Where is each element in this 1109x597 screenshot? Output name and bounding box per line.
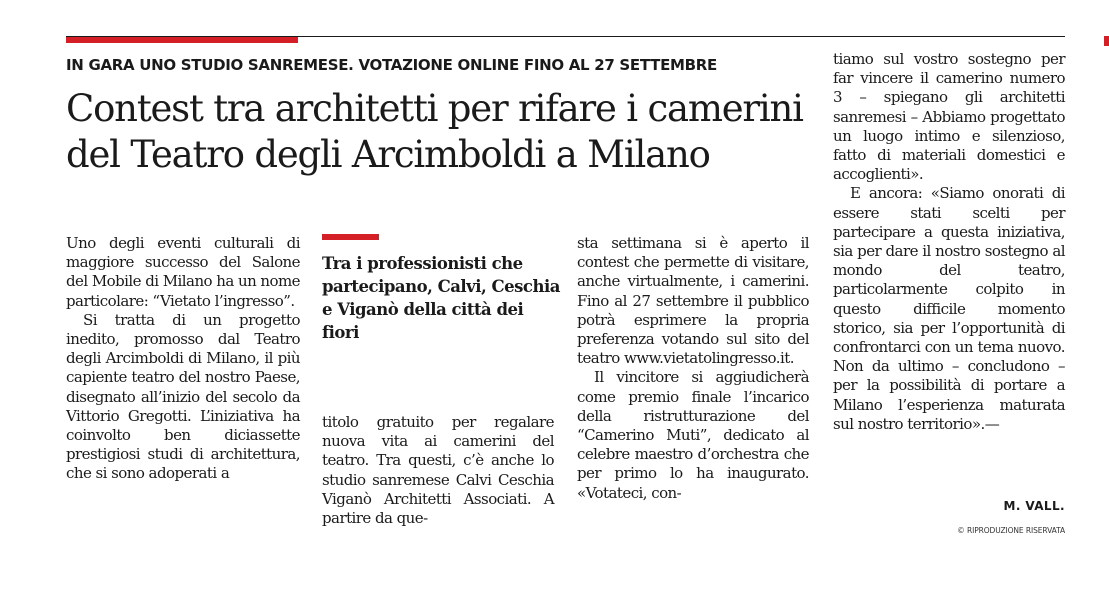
paragraph: titolo gratuito per regalare nuova vita ai camerini del teatro. Tra questi, c’è anche lo studio sanremese Calvi Ceschia Viganò Architetti Associati. A partire da que- — [322, 413, 554, 528]
body-column-1 — [66, 234, 300, 484]
body-column-4 — [833, 50, 1065, 434]
copyright-notice: © RIPRODUZIONE RISERVATA — [957, 526, 1065, 535]
paragraph: E ancora: «Siamo onorati di essere stati scelti per partecipare a questa iniziativa, sia per dare il nostro sostegno al mondo del teatro, particolarmente colpito in questo difficile momento storico, sia per l’opportunità di confrontarci con un tema nuovo. Non da ultimo – concludono – per la possibilità di portare a Milano l’esperienza maturata sul nostro territorio».— — [833, 184, 1065, 433]
section-accent-bar — [66, 37, 298, 43]
edge-accent-mark — [1104, 36, 1109, 46]
author-signature: M. VALL. — [1003, 499, 1065, 513]
kicker: IN GARA UNO STUDIO SANREMESE. VOTAZIONE ONLINE FINO AL 27 SETTEMBRE — [66, 56, 717, 74]
paragraph: Si tratta di un progetto inedito, promosso dal Teatro degli Arcimboldi di Milano, il più capiente teatro del nostro Paese, disegnato all’inizio del secolo da Vittorio Gregotti. L’iniziativa ha coinvolto ben diciassette prestigiosi studi di architettura, che si sono adoperati a — [66, 310, 300, 483]
body-column-2 — [322, 413, 554, 528]
paragraph: tiamo sul vostro sostegno per far vincere il camerino numero 3 – spiegano gli architetti sanremesi – Abbiamo progettato un luogo intimo e silenzioso, fatto di materiali domestici e accoglienti». — [833, 50, 1065, 184]
headline: Contest tra architetti per rifare i camerini del Teatro degli Arcimboldi a Milano — [66, 87, 803, 176]
paragraph: sta settimana si è aperto il contest che permette di visitare, anche virtualmente, i camerini. Fino al 27 settembre il pubblico potrà esprimere la propria preferenza votando sul sito del teatro www.vietatolingresso.it. — [577, 234, 809, 368]
body-column-3 — [577, 234, 809, 503]
paragraph: Il vincitore si aggiudicherà come premio finale l’incarico della ristrutturazione del “Camerino Muti”, dedicato al celebre maestro d’orchestra che per primo lo ha inaugurato. «Votateci, con- — [577, 368, 809, 502]
paragraph: Uno degli eventi culturali di maggiore successo del Salone del Mobile di Milano ha un nome particolare: “Vietato l’ingresso”. — [66, 234, 301, 310]
pullquote: Tra i professionisti che partecipano, Calvi, Ceschia e Viganò della città dei fiori — [322, 254, 560, 342]
pullquote-accent-bar — [322, 234, 379, 240]
